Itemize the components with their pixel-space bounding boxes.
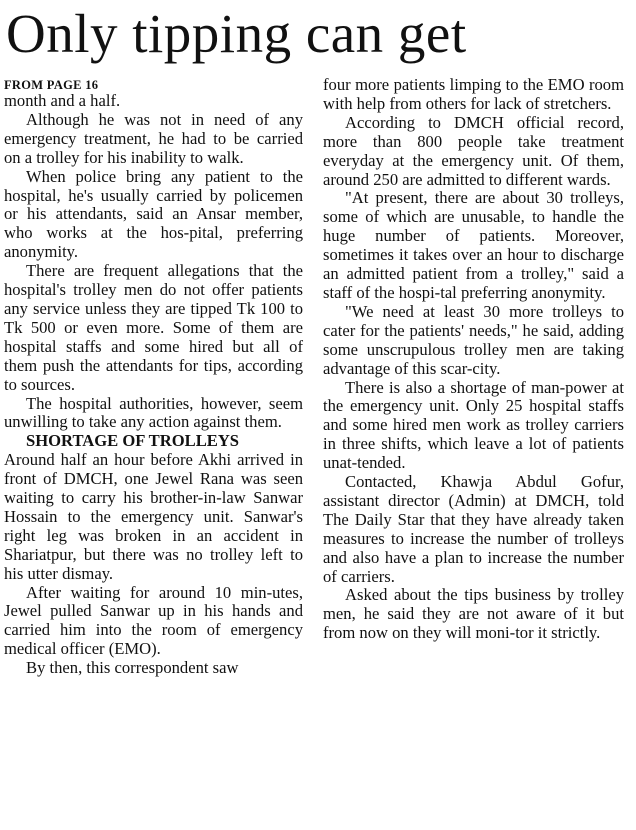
paragraph: month and a half. — [4, 91, 121, 110]
headline: Only tipping can get — [6, 3, 467, 64]
paragraph: four more patients limping to the EMO room with help from others for lack of stretchers. — [323, 75, 624, 113]
paragraph: The hospital authorities, however, seem unwilling to take any action against them. — [4, 393, 303, 432]
paragraph: There are frequent allegations that the hospital's trolley men do not offer patients any service unless they are tipped Tk 100 to Tk 500 or even more. Some of them are hospital staffs and some hired but all of them push the attendants for tips, according to sources. — [4, 261, 303, 394]
paragraph: "We need at least 30 more trolleys to cater for the patients' needs," he said, adding some unscrupulous trolley men are taking advantage of this scar-city. — [323, 301, 624, 378]
paragraph: When police bring any patient to the hospital, he's usually carried by policemen or his attendants, said an Ansar member, who works at the hos-pital, preferring anonymity. — [4, 166, 303, 262]
paragraph: Asked about the tips business by trolley men, he said they are not aware of it but from now on they will moni-tor it strictly. — [323, 585, 624, 643]
jump-label: FROM PAGE 16 — [4, 78, 99, 92]
section-subhead: SHORTAGE OF TROLLEYS — [26, 431, 240, 451]
article-column-right — [323, 76, 624, 643]
article-column-left — [4, 76, 303, 678]
paragraph: Although he was not in need of any emergency treatment, he had to be carried on a trolley for his inability to walk. — [4, 109, 303, 167]
paragraph: By then, this correspondent saw — [26, 658, 239, 678]
paragraph: Around half an hour before Akhi arrived in front of DMCH, one Jewel Rana was seen waiting to carry his brother-in-law Sanwar Hossain to the emergency unit. Sanwar's right leg was broken in an accident in Shariatpur, but there was no trolley left to his utter dismay. — [4, 450, 303, 583]
paragraph: There is also a shortage of man-power at the emergency unit. Only 25 hospital staffs and some hired men work as trolley carriers in three shifts, which leave a lot of patients unat-tended. — [323, 377, 624, 473]
paragraph: According to DMCH official record, more than 800 people take treatment everyday at the emergency unit. Of them, around 250 are admitted to different wards. — [323, 112, 624, 189]
paragraph: "At present, there are about 30 trolleys, some of which are unusable, to handle the huge number of patients. Moreover, sometimes it takes over an hour to discharge an admitted patient from a trolley," said a staff of the hospi-tal preferring anonymity. — [323, 188, 624, 302]
paragraph: After waiting for around 10 min-utes, Jewel pulled Sanwar up in his hands and carried him into the room of emergency medical officer (EMO). — [4, 582, 303, 659]
paragraph: Contacted, Khawja Abdul Gofur, assistant director (Admin) at DMCH, told The Daily Star that they have already taken measures to increase the number of trolleys and also have a plan to increase the number of carriers. — [323, 472, 624, 586]
